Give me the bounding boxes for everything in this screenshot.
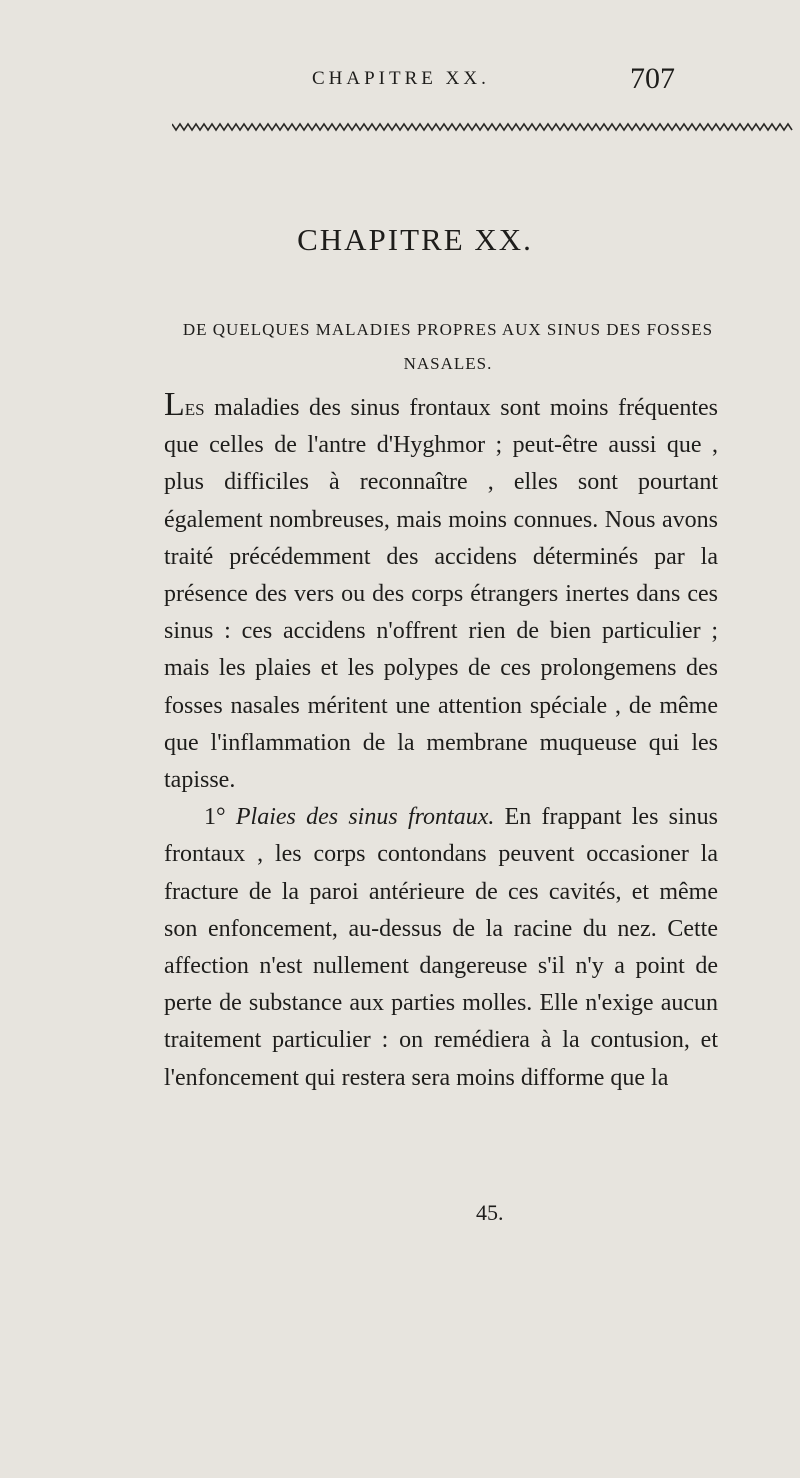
running-head <box>0 62 800 102</box>
paragraph-2-text: En frappant les sinus frontaux , les corps contondans peuvent occasioner la fracture de la paroi antérieure de ces cavités, et même son enfoncement, au-dessus de la racine du nez. Cette affection n'est nullement dangereuse s'il n'y a point de perte de substance aux parties molles. Elle n'exige aucun traitement particulier : on remédiera à la contusion, et l'enfoncement qui restera sera moins difforme que la <box>164 804 718 1091</box>
ornamental-rule <box>172 122 794 132</box>
section-heading: Plaies des sinus frontaux. <box>235 804 495 831</box>
chapter-subtitle: DE QUELQUES MALADIES PROPRES AUX SINUS DES FOSSES NASALES. <box>182 320 714 373</box>
paragraph-1 <box>164 386 718 799</box>
small-caps-lead: es <box>184 395 205 421</box>
paragraph-1-text: maladies des sinus frontaux sont moins fréquentes que celles de l'antre d'Hyghmor ; peut-être aussi que , plus difficiles à reconnaître , elles sont pourtant également nombreuses, mais moins connues. Nous avons traité précédemment des accidens déterminés par la présence des vers ou des corps étrangers inertes dans ces sinus : ces accidens n'offrent rien de bien particulier ; mais les plaies et les polypes de ces prolongemens des fosses nasales méritent une attention spéciale , de même que l'inflammation de la membrane muqueuse qui les tapisse. <box>164 395 718 794</box>
running-title: CHAPITRE XX. <box>312 68 490 89</box>
drop-cap: L <box>164 386 185 423</box>
page-number: 707 <box>630 62 675 95</box>
chapter-title: CHAPITRE XX. <box>297 222 533 257</box>
paragraph-2 <box>164 799 718 1097</box>
signature-mark: 45. <box>476 1200 504 1225</box>
body-text <box>164 386 718 1097</box>
section-number: 1° <box>204 804 226 831</box>
